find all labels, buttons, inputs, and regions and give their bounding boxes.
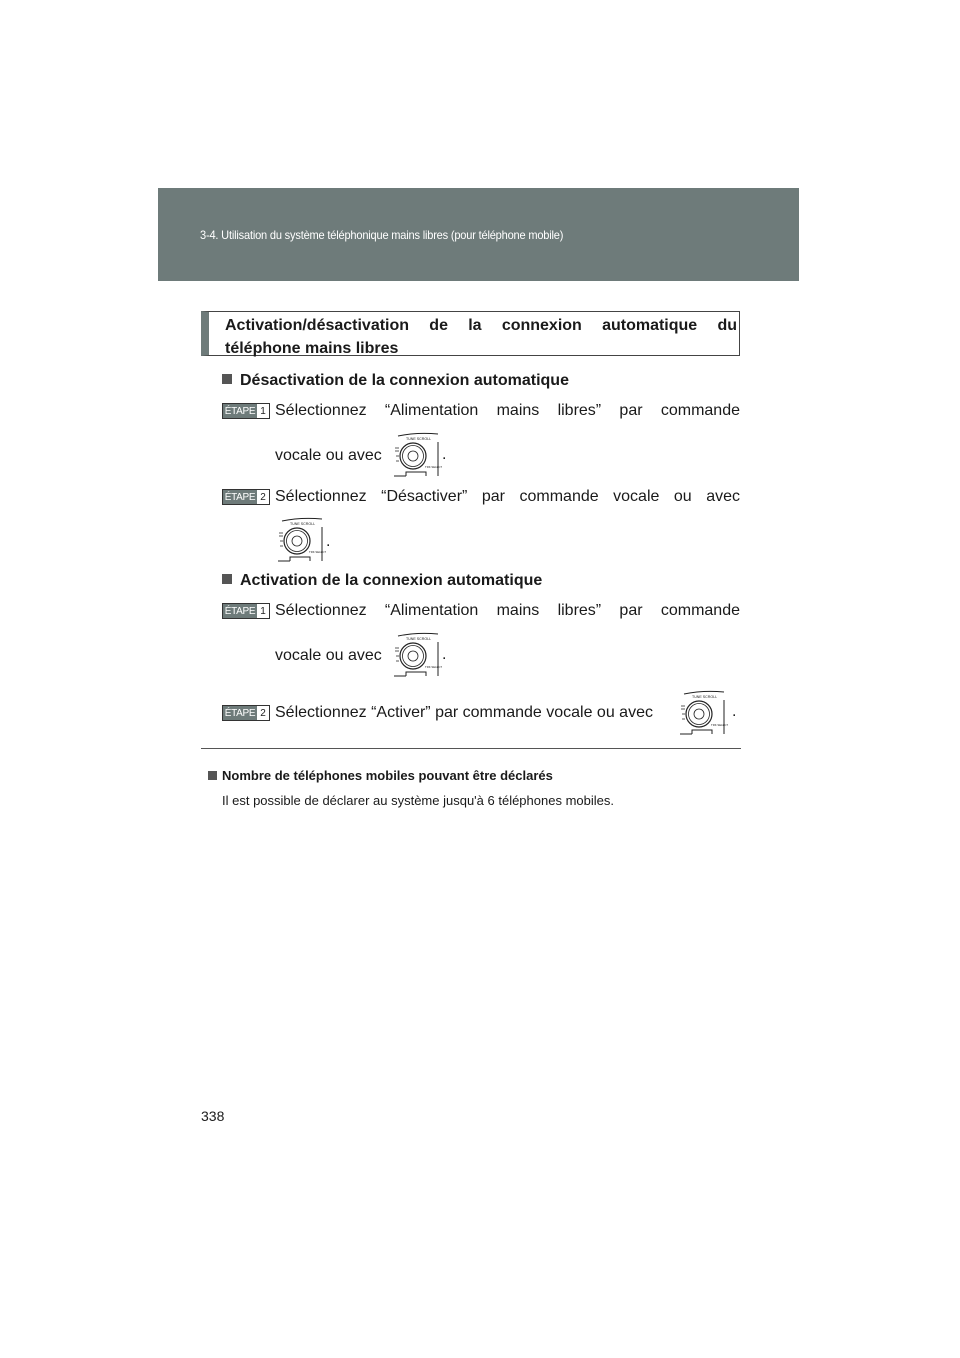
step-badge-number: 2 — [260, 491, 266, 503]
svg-text:TRK SELECT: TRK SELECT — [309, 550, 326, 554]
svg-text:TRK SELECT: TRK SELECT — [711, 723, 728, 727]
page-number: 338 — [201, 1108, 225, 1124]
subhead-text: Désactivation de la connexion automatique — [240, 372, 569, 389]
step-badge-1 — [222, 603, 270, 619]
tune-scroll-knob-icon — [392, 632, 442, 678]
tune-scroll-knob-icon — [276, 517, 326, 563]
svg-text:TRK SELECT: TRK SELECT — [425, 665, 442, 669]
section-title: Activation/désactivation de la connexion automatique du téléphone mains libres — [225, 317, 737, 357]
step-text-line1: Sélectionnez “Alimentation mains libres” par commande — [275, 602, 740, 619]
subhead-deactivation — [222, 372, 569, 390]
step-text-line1: Sélectionnez “Désactiver” par commande vocale ou avec — [275, 488, 740, 505]
svg-text:TRK SELECT: TRK SELECT — [425, 465, 442, 469]
step-badge-label: ÉTAPE — [224, 491, 256, 503]
chapter-header-band — [158, 188, 799, 281]
square-bullet-icon — [208, 771, 217, 780]
step-text-line1: Sélectionnez “Alimentation mains libres” par commande — [275, 402, 740, 419]
note-title — [208, 768, 553, 783]
svg-text:TUNE SCROLL: TUNE SCROLL — [406, 437, 432, 441]
knob-drawing — [392, 632, 442, 678]
step-badge-label: ÉTAPE — [224, 605, 256, 617]
knob-drawing — [276, 517, 326, 563]
section-title-box — [201, 311, 740, 356]
square-bullet-icon — [222, 574, 232, 584]
step-badge-label: ÉTAPE — [224, 707, 256, 719]
step-text-line2: vocale ou avec — [275, 647, 382, 664]
divider — [201, 748, 741, 749]
step-badge-number: 1 — [260, 605, 266, 617]
step-text-line1: Sélectionnez “Activer” par commande vocale ou avec — [275, 704, 653, 721]
sentence-end: . — [326, 533, 331, 550]
step-badge-number: 1 — [260, 405, 266, 417]
subhead-text: Activation de la connexion automatique — [240, 572, 543, 589]
square-bullet-icon — [222, 374, 232, 384]
knob-drawing — [678, 690, 728, 736]
chapter-title: 3-4. Utilisation du système téléphonique mains libres (pour téléphone mobile) — [200, 228, 564, 242]
step-text-line2: vocale ou avec — [275, 447, 382, 464]
step-badge-2 — [222, 489, 270, 505]
knob-drawing — [392, 432, 442, 478]
note-text: Il est possible de déclarer au système jusqu'à 6 téléphones mobiles. — [222, 793, 614, 808]
step-badge-number: 2 — [260, 707, 266, 719]
subhead-activation — [222, 572, 542, 590]
sentence-end: . — [442, 646, 447, 663]
step-badge-2 — [222, 705, 270, 721]
tune-scroll-knob-icon — [392, 432, 442, 478]
step-badge-label: ÉTAPE — [224, 405, 256, 417]
step-badge-1 — [222, 403, 270, 419]
svg-text:TUNE SCROLL: TUNE SCROLL — [290, 522, 316, 526]
svg-text:TUNE SCROLL: TUNE SCROLL — [406, 637, 432, 641]
sentence-end: . — [442, 446, 447, 463]
sentence-end: . — [732, 703, 737, 720]
svg-text:TUNE SCROLL: TUNE SCROLL — [692, 695, 718, 699]
tune-scroll-knob-icon — [678, 690, 728, 736]
note-title-text: Nombre de téléphones mobiles pouvant être déclarés — [222, 768, 553, 783]
